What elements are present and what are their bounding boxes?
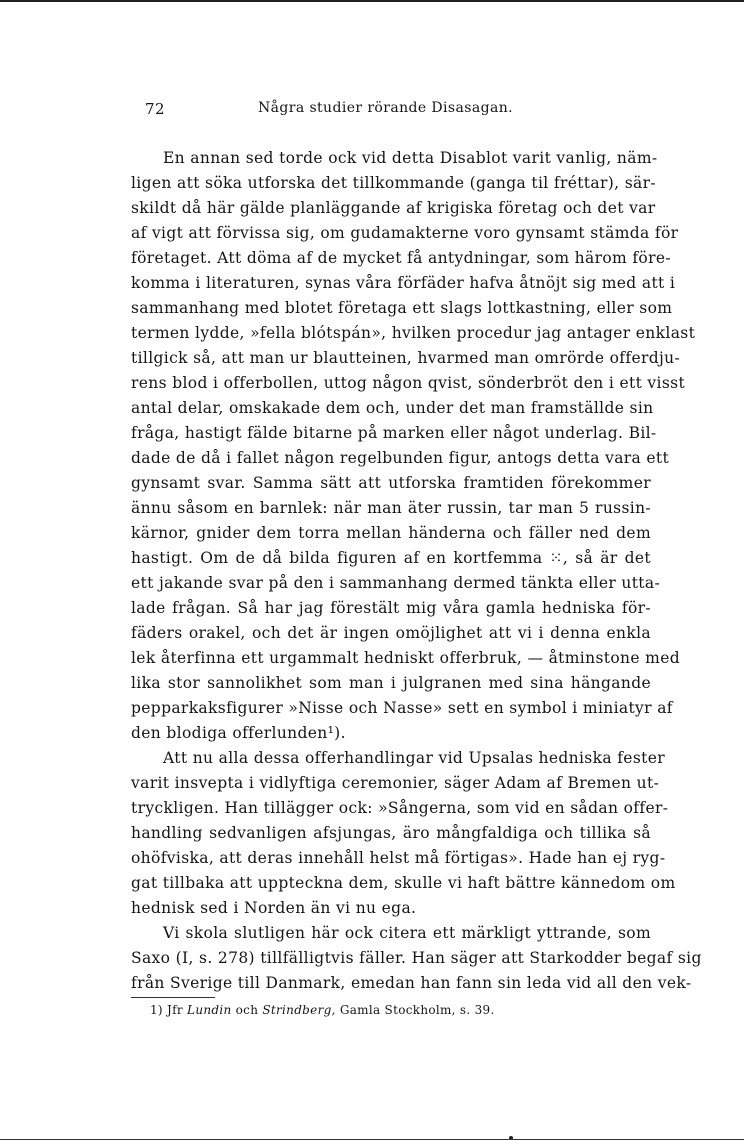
text-line: antal delar, omskakade dem och, under det man framställde sin bbox=[131, 399, 654, 417]
text-line: gynsamt svar. Samma sätt att utforska framtiden förekommer bbox=[131, 474, 651, 492]
footnote bbox=[150, 1002, 495, 1018]
text-line: lika stor sannolikhet som man i julgranen med sina hängande bbox=[131, 674, 651, 692]
text-line: handling sedvanligen afsjungas, äro mångfaldiga och tillika så bbox=[131, 824, 651, 842]
text-line: En annan sed torde ock vid detta Disablot varit vanlig, näm- bbox=[163, 149, 658, 167]
text-line: tillgick så, att man ur blautteinen, hvarmed man omrörde offerdju- bbox=[131, 349, 681, 367]
footnote-marker: 1) Jfr bbox=[150, 1003, 183, 1017]
top-scan-edge bbox=[0, 0, 744, 2]
text-line: hastigt. Om de då bilda figuren af en kortfemma ⁙, så är det bbox=[131, 549, 651, 567]
text-line: fäders orakel, och det är ingen omöjlighet att vi i denna enkla bbox=[131, 624, 651, 642]
text-line: gat tillbaka att uppteckna dem, skulle vi haft bättre kännedom om bbox=[131, 874, 676, 892]
text-line: Vi skola slutligen här ock citera ett märkligt yttrande, som bbox=[163, 924, 651, 942]
text-line: ännu såsom en barnlek: när man äter russin, tar man 5 russin- bbox=[131, 499, 651, 517]
page-header bbox=[0, 100, 744, 124]
text-line: ligen att söka utforska det tillkommande (ganga til fréttar), sär- bbox=[131, 174, 656, 192]
running-title: Några studier rörande Disasagan. bbox=[258, 100, 513, 116]
text-line: ohöfviska, att deras innehåll helst må förtigas». Hade han ej ryg- bbox=[131, 849, 666, 867]
text-line: tryckligen. Han tillägger ock: »Sångerna, som vid en sådan offer- bbox=[131, 799, 669, 817]
text-line: fråga, hastigt fälde bitarne på marken eller något underlag. Bil- bbox=[131, 424, 657, 442]
text-line: från Sverige till Danmark, emedan han fann sin leda vid all den vek- bbox=[131, 974, 692, 992]
footnote-author-strindberg: Strindberg, bbox=[262, 1003, 336, 1017]
text-line: hednisk sed i Norden än vi nu ega. bbox=[131, 899, 417, 917]
text-line: rens blod i offerbollen, uttog någon qvist, sönderbröt den i ett visst bbox=[131, 374, 686, 392]
footnote-conjunction: och bbox=[235, 1003, 259, 1017]
footnote-author-lundin: Lundin bbox=[187, 1003, 232, 1017]
text-line: lek återfinna ett urgammalt hedniskt offerbruk, — åtminstone med bbox=[131, 649, 680, 667]
text-line: kärnor, gnider dem torra mellan händerna och fäller ned dem bbox=[131, 524, 651, 542]
text-line: termen lydde, »fella blótspán», hvilken procedur jag antager enklast bbox=[131, 324, 696, 342]
text-line: Saxo (I, s. 278) tillfälligtvis fäller. Han säger att Starkodder begaf sig bbox=[131, 949, 702, 967]
text-line: ett jakande svar på den i sammanhang dermed tänkta eller utta- bbox=[131, 574, 661, 592]
text-line: den blodiga offerlunden¹). bbox=[131, 724, 346, 742]
text-line: lade frågan. Så har jag förestält mig våra gamla hedniska för- bbox=[131, 599, 651, 617]
text-line: komma i literaturen, synas våra förfäder hafva åtnöjt sig med att i bbox=[131, 274, 676, 292]
footnote-reference: Gamla Stockholm, s. 39. bbox=[339, 1003, 495, 1017]
text-line: pepparkaksfigurer »Nisse och Nasse» sett en symbol i miniatyr af bbox=[131, 699, 673, 717]
text-line: Att nu alla dessa offerhandlingar vid Upsalas hedniska fester bbox=[163, 749, 665, 767]
text-line: dade de då i fallet någon regelbunden figur, antogs detta vara ett bbox=[131, 449, 670, 467]
text-line: varit insvepta i vidlyftiga ceremonier, säger Adam af Bremen ut- bbox=[131, 774, 660, 792]
bottom-scan-edge bbox=[0, 1139, 744, 1140]
text-line: sammanhang med blotet företaga ett slags lottkastning, eller som bbox=[131, 299, 673, 317]
text-line: företaget. Att döma af de mycket få antydningar, som härom före- bbox=[131, 249, 671, 267]
text-line: af vigt att förvissa sig, om gudamakterne voro gynsamt stämda för bbox=[131, 224, 679, 242]
footnote-rule bbox=[131, 997, 215, 998]
page-number: 72 bbox=[145, 100, 166, 118]
text-line: skildt då här gälde planläggande af krigiska företag och det var bbox=[131, 199, 656, 217]
